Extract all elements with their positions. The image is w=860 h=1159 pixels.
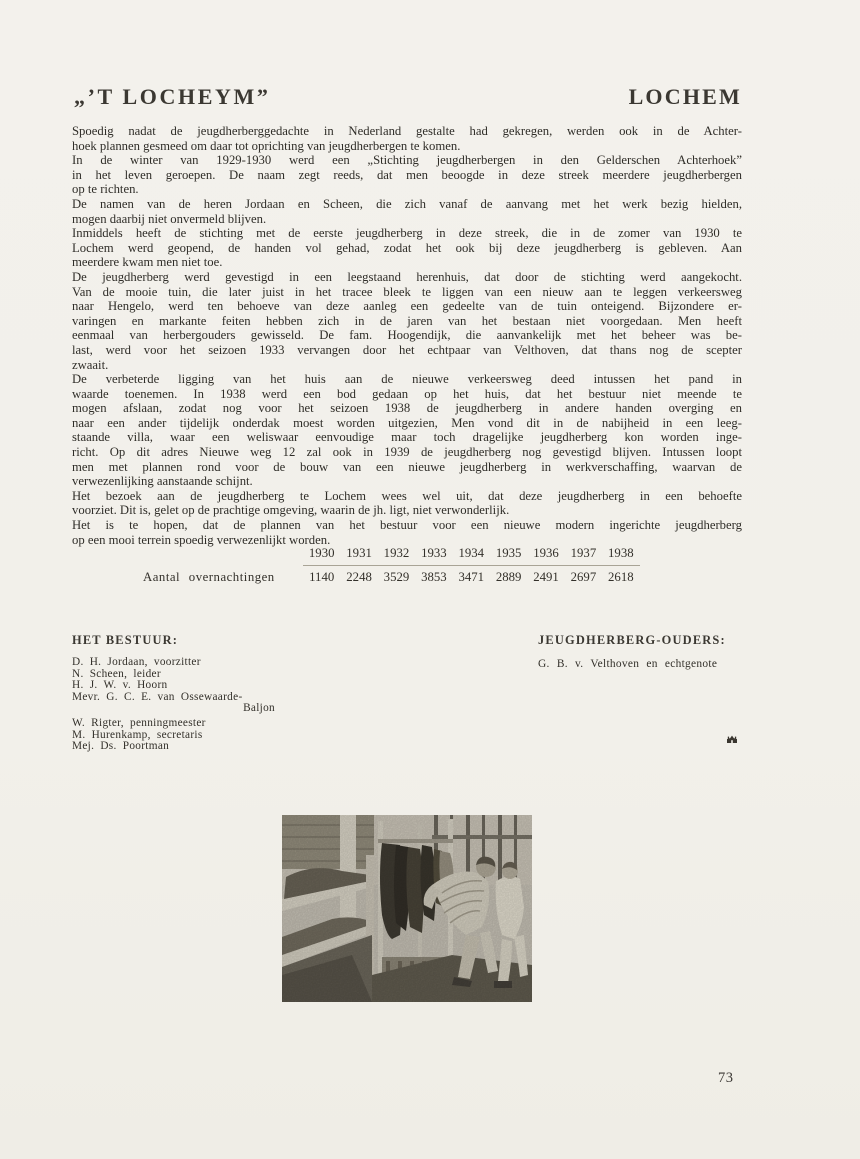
board-member: Mej. Ds. Poortman: [72, 740, 170, 753]
text-line: Het is te hopen, dat de plannen van het bestuur voor een nieuwe modern ingerichte jeugdherberg: [72, 518, 742, 533]
dormitory-photo: [282, 815, 532, 1002]
text-line: eenmaal van herbergouders gewisseld. De fam. Hoogendijk, die aanvankelijk met het beheer was be-: [72, 328, 742, 343]
year-header: 1937: [565, 546, 602, 566]
page-title: „’T LOCHEYM”: [74, 84, 271, 109]
table-value: 1140: [309, 570, 335, 584]
year-header: 1930: [303, 546, 340, 566]
board-section: [72, 633, 312, 753]
year-header: 1935: [490, 546, 527, 566]
table-value: 2618: [608, 570, 634, 584]
table-value: 3853: [421, 570, 447, 584]
text-line: verwezenlijking aanstaande schijnt.: [72, 474, 253, 489]
page-title-place: LOCHEM: [628, 84, 742, 109]
text-line: richt. Op dit adres Nieuwe weg 12 zal ook in 1939 de jeugdherberg nog gevestigd blijven. Intussen loopt: [72, 445, 742, 460]
text-line: voorziet. Dit is, gelet op de prachtige omgeving, waarin de jh. ligt, niet verwonderlijk.: [72, 503, 510, 518]
hostel-parents-heading: JEUGDHERBERG-OUDERS:: [538, 633, 726, 647]
year-header: 1934: [453, 546, 490, 566]
text-line: staande villa, waar een weliswaar eenvoudige maar toch dragelijke jeugdherberg kon worden inge-: [72, 430, 742, 445]
text-line: mogen afslaan, zodat nog voor het seizoen 1938 de jeugdherberg in andere handen overging en: [72, 401, 742, 416]
text-line: Van de mooie tuin, die later juist in het tracee bleek te liggen van een nieuw aan te leggen verkeersweg: [72, 284, 742, 299]
year-header: 1936: [527, 546, 564, 566]
text-line: De namen van de heren Jordaan en Scheen, die zich vanaf de aanvang met het werk bezig hielden,: [72, 196, 742, 211]
year-header: 1933: [415, 546, 452, 566]
table-row-label: Aantal overnachtingen: [143, 570, 275, 584]
article-body: [72, 124, 742, 547]
text-line: varingen en markante feiten hebben zich in de jaren van het bestaan niet voorgedaan. Men heeft: [72, 313, 742, 328]
table-value: 2248: [346, 570, 372, 584]
text-line: naar een ander tijdelijk onderdak moest worden uitgezien, Men vond dit in de nabijheid in een leeg-: [72, 415, 742, 430]
board-member-list: [72, 657, 312, 753]
year-header: 1938: [602, 546, 639, 566]
text-line: Spoedig nadat de jeugdherberggedachte in Nederland gestalte had gekregen, werden ook in de Achter-: [72, 124, 742, 138]
table-value: 2491: [533, 570, 559, 584]
text-line: naar Hengelo, werd ten behoeve van deze aanleg een gedeelte van de tuin onteigend. Bijzondere er-: [72, 299, 742, 314]
text-line: Het bezoek aan de jeugdherberg te Lochem wees wel uit, dat deze jeugdherberg in een behoefte: [72, 488, 742, 503]
house-icon: [726, 731, 738, 742]
board-member: Mevr. G. C. E. van Ossewaarde-: [72, 690, 243, 703]
text-line: Inmiddels heeft de stichting met de eerste jeugdherberg in deze streek, die in de zomer van 1930 te: [72, 226, 742, 241]
board-member: D. H. Jordaan, voorzitter: [72, 656, 201, 668]
table-value: 3471: [458, 570, 485, 584]
table-spacer: [143, 546, 303, 566]
text-line: De jeugdherberg werd gevestigd in een leegstaand herenhuis, dat door de stichting werd aangekocht.: [72, 269, 742, 284]
table-value: 2697: [570, 570, 597, 584]
year-header: 1932: [378, 546, 415, 566]
table-value: 3529: [383, 570, 410, 584]
text-line: in het leven geroepen. De naam zegt reeds, dat men beoogde in deze streek meerdere jeugdherbergen: [72, 167, 742, 182]
board-heading: HET BESTUUR:: [72, 633, 179, 647]
text-line: In de winter van 1929-1930 werd een „Stichting jeugdherbergen in den Gelderschen Achterhoek”: [72, 153, 742, 168]
page-number: 73: [718, 1070, 734, 1086]
text-line: Lochem werd geopend, de handen vol gehad, zodat het ook bij deze jeugdherberg is gebleven. Aan: [72, 240, 742, 255]
text-line: meerdere kwam men niet toe.: [72, 255, 223, 270]
year-header: 1931: [340, 546, 377, 566]
text-line: De verbeterde ligging van het huis aan de nieuwe verkeersweg deed intussen het pand in: [72, 372, 742, 387]
text-line: op een mooi terrein spoedig verwezenlijkt worden.: [72, 532, 331, 547]
text-line: waarde toenemen. In 1938 werd een bod gedaan op het huis, dat het bestuur niet meende te: [72, 386, 742, 401]
table-value: 2889: [495, 570, 522, 584]
board-member-continuation: Baljon: [243, 702, 275, 715]
hostel-parents-section: [538, 633, 753, 670]
text-line: men met plannen rond voor de bouw van een nieuwe jeugdherberg in werkverschaffing, waarvan de: [72, 459, 742, 474]
text-line: op te richten.: [72, 182, 139, 197]
board-member: N. Scheen, leider: [72, 667, 161, 680]
text-line: hoek plannen gesmeed om daar tot oprichting van jeugdherbergen te komen.: [72, 138, 461, 153]
board-member: M. Hurenkamp, secretaris: [72, 728, 203, 741]
overnight-stays-table: [143, 546, 640, 585]
text-line: zwaait.: [72, 357, 109, 372]
board-member: W. Rigter, penningmeester: [72, 716, 206, 729]
board-member: H. J. W. v. Hoorn: [72, 679, 168, 692]
text-line: mogen daarbij niet onvermeld blijven.: [72, 211, 267, 226]
hostel-parents-name: G. B. v. Velthoven en echtgenote: [538, 658, 718, 670]
text-line: last, werd voor het seizoen 1933 vervangen door het echtpaar van Velthoven, dat thans nog de scepter: [72, 342, 742, 357]
